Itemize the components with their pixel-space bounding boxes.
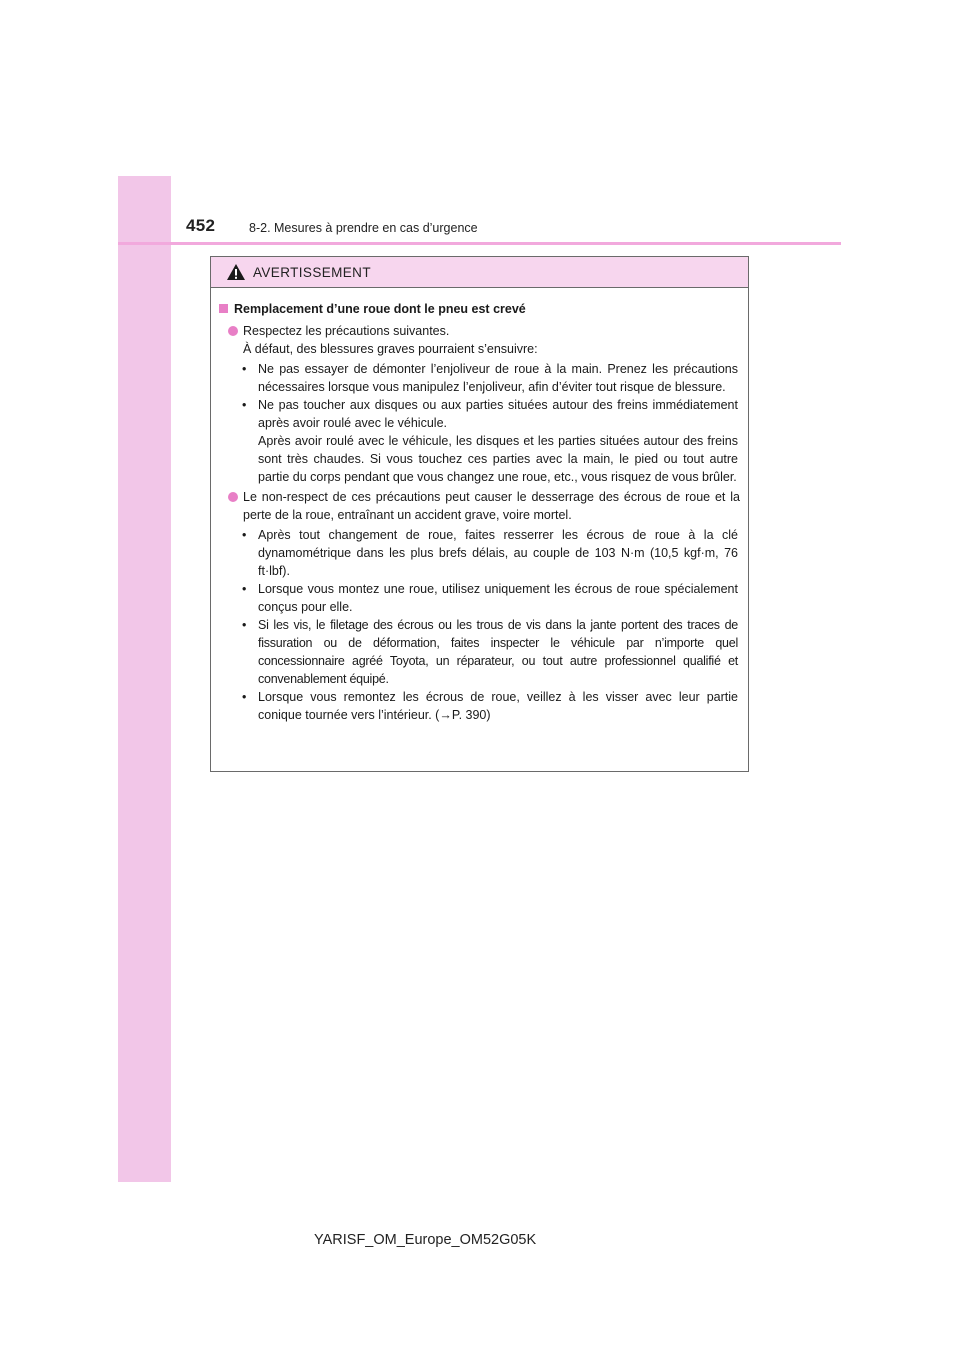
- dot-marker: •: [242, 362, 247, 376]
- warning-subitem-text: Après tout changement de roue, faites resserrer les écrous de roue à la clé dynamométrique dans les plus brefs délais, au couple de 103 N·m (10,5 kgf·m, 76 ft·lbf).: [258, 528, 738, 578]
- dot-marker: •: [242, 690, 247, 704]
- square-bullet-icon: [219, 304, 228, 313]
- round-bullet-icon: [228, 492, 238, 502]
- warning-subitem-text: Lorsque vous montez une roue, utilisez uniquement les écrous de roue spécialement conçus pour elle.: [258, 582, 738, 614]
- section-title: 8-2. Mesures à prendre en cas d’urgence: [249, 221, 478, 235]
- warning-item: [219, 488, 740, 524]
- dot-marker: •: [242, 582, 247, 596]
- warning-subitem-text: Ne pas toucher aux disques ou aux parties situées autour des freins immédiatement après avoir roulé avec le véhicule. Après avoir roulé avec le véhicule, les disques et les parties situées autour des freins sont très chaudes. Si vous touchez ces parties avec la main, le pied ou tout autre partie du corps pendant que vous changez une roue, etc., vous risquez de vous brûler.: [258, 398, 738, 484]
- warning-subitem: [242, 396, 740, 486]
- warning-body: [211, 288, 748, 724]
- warning-sublist: [219, 360, 740, 486]
- round-bullet-icon: [228, 326, 238, 336]
- warning-subitem-text: Lorsque vous remontez les écrous de roue, veillez à les visser avec leur partie conique tournée vers l’intérieur. (→P. 390): [258, 690, 738, 722]
- warning-subitem: [242, 580, 740, 616]
- dot-marker: •: [242, 398, 247, 412]
- dot-marker: •: [242, 528, 247, 542]
- warning-item: [219, 322, 740, 358]
- warning-label: AVERTISSEMENT: [253, 264, 371, 280]
- warning-item-line: Respectez les précautions suivantes.: [243, 324, 450, 338]
- header-divider: [118, 242, 841, 245]
- warning-heading-text: Remplacement d’une roue dont le pneu est crevé: [234, 302, 526, 316]
- warning-triangle-icon: [226, 263, 246, 281]
- warning-item-line: À défaut, des blessures graves pourraient s’ensuivre:: [243, 342, 538, 356]
- warning-subitem: [242, 526, 740, 580]
- warning-sublist: [219, 526, 740, 724]
- section-tab-band: [118, 176, 171, 1182]
- warning-subitem: [242, 616, 740, 688]
- warning-heading: [219, 300, 740, 318]
- document-code: YARISF_OM_Europe_OM52G05K: [314, 1232, 537, 1248]
- warning-header: [211, 257, 748, 288]
- warning-subitem-text: Ne pas essayer de démonter l’enjoliveur de roue à la main. Prenez les précautions nécessaires lorsque vous manipulez l’enjoliveur, afin d’éviter tout risque de blessure.: [258, 362, 738, 394]
- warning-subitem: [242, 360, 740, 396]
- dot-marker: •: [242, 618, 247, 632]
- warning-subitem-text: Si les vis, le filetage des écrous ou les trous de vis dans la jante portent des traces de fissuration ou de déformation, faites inspecter le véhicule par n’importe quel concessionnaire agréé Toyota, un réparateur, ou tout autre professionnel qualifié et convenablement équipé.: [258, 618, 738, 686]
- warning-subitem: [242, 688, 740, 724]
- warning-box: [210, 256, 749, 772]
- page-number: 452: [186, 216, 216, 235]
- warning-item-line: Le non-respect de ces précautions peut causer le desserrage des écrous de roue et la perte de la roue, entraînant un accident grave, voire mortel.: [243, 490, 740, 522]
